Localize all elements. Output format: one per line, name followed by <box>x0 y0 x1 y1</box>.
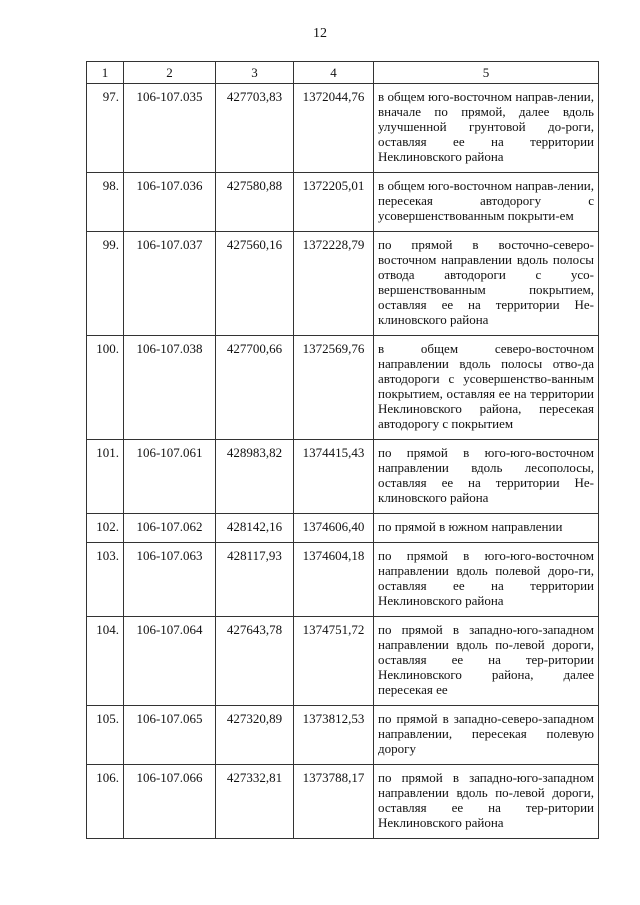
coordinate-y: 1372044,76 <box>294 84 374 173</box>
header-row <box>87 62 599 84</box>
row-number: 105. <box>87 706 124 765</box>
point-code: 106-107.035 <box>124 84 216 173</box>
row-number: 106. <box>87 765 124 839</box>
boundary-description: по прямой в западно-юго-западном направлении вдоль по-левой дороги, оставляя ее на тер-ритории Неклиновского района, далее пересекая ее <box>374 617 599 706</box>
point-code: 106-107.037 <box>124 232 216 336</box>
table-row <box>87 765 599 839</box>
row-number: 104. <box>87 617 124 706</box>
boundary-description: в общем северо-восточном направлении вдоль полосы отво-да автодороги с усовершенство-ванным покрытием, оставляя ее на территории Неклиновского района, пересекая автодорогу с покрытием <box>374 336 599 440</box>
point-code: 106-107.065 <box>124 706 216 765</box>
coordinate-y: 1372228,79 <box>294 232 374 336</box>
boundary-description: в общем юго-восточном направ-лении, вначале по прямой, далее вдоль улучшенной грунтовой до-роги, оставляя ее на территории Неклиновского района <box>374 84 599 173</box>
table-row <box>87 543 599 617</box>
page-number: 12 <box>313 26 327 41</box>
row-number: 99. <box>87 232 124 336</box>
row-number: 103. <box>87 543 124 617</box>
coordinate-x: 427560,16 <box>216 232 294 336</box>
coordinate-x: 428142,16 <box>216 514 294 543</box>
point-code: 106-107.036 <box>124 173 216 232</box>
coordinate-x: 427703,83 <box>216 84 294 173</box>
table-row <box>87 173 599 232</box>
boundary-description: по прямой в восточно-северо-восточном направлении вдоль полосы отвода автодороги с усо-вершенствованным покрытием, оставляя ее на территории Не-клиновского района <box>374 232 599 336</box>
row-number: 97. <box>87 84 124 173</box>
column-header-1: 1 <box>87 62 124 84</box>
coordinate-y: 1373812,53 <box>294 706 374 765</box>
point-code: 106-107.038 <box>124 336 216 440</box>
coordinate-y: 1373788,17 <box>294 765 374 839</box>
point-code: 106-107.062 <box>124 514 216 543</box>
table-row <box>87 440 599 514</box>
table-row <box>87 514 599 543</box>
point-code: 106-107.063 <box>124 543 216 617</box>
boundary-description: по прямой в юго-юго-восточном направлении вдоль полевой доро-ги, оставляя ее на территории Неклиновского района <box>374 543 599 617</box>
column-header-5: 5 <box>374 62 599 84</box>
coordinate-y: 1374415,43 <box>294 440 374 514</box>
table-row <box>87 617 599 706</box>
boundary-description: по прямой в юго-юго-восточном направлении вдоль лесополосы, оставляя ее на территории Не-клиновского района <box>374 440 599 514</box>
column-header-2: 2 <box>124 62 216 84</box>
table-row <box>87 336 599 440</box>
boundary-description: по прямой в южном направлении <box>374 514 599 543</box>
coordinate-y: 1372205,01 <box>294 173 374 232</box>
column-header-4: 4 <box>294 62 374 84</box>
table-row <box>87 706 599 765</box>
boundary-description: в общем юго-восточном направ-лении, пересекая автодорогу с усовершенствованным покрыти-ем <box>374 173 599 232</box>
coordinate-y: 1374604,18 <box>294 543 374 617</box>
boundary-table <box>86 61 599 839</box>
row-number: 98. <box>87 173 124 232</box>
boundary-description: по прямой в западно-северо-западном направлении, пересекая полевую дорогу <box>374 706 599 765</box>
coordinate-y: 1372569,76 <box>294 336 374 440</box>
coordinate-x: 428117,93 <box>216 543 294 617</box>
coordinate-x: 427700,66 <box>216 336 294 440</box>
coordinate-x: 427580,88 <box>216 173 294 232</box>
table-body <box>87 84 599 839</box>
point-code: 106-107.066 <box>124 765 216 839</box>
boundary-description: по прямой в западно-юго-западном направлении вдоль по-левой дороги, оставляя ее на тер-ритории Неклиновского района <box>374 765 599 839</box>
table-row <box>87 84 599 173</box>
point-code: 106-107.061 <box>124 440 216 514</box>
coordinate-x: 427320,89 <box>216 706 294 765</box>
column-header-3: 3 <box>216 62 294 84</box>
coordinate-y: 1374751,72 <box>294 617 374 706</box>
coordinate-x: 427643,78 <box>216 617 294 706</box>
coordinate-x: 428983,82 <box>216 440 294 514</box>
table-row <box>87 232 599 336</box>
row-number: 101. <box>87 440 124 514</box>
row-number: 102. <box>87 514 124 543</box>
row-number: 100. <box>87 336 124 440</box>
coordinate-y: 1374606,40 <box>294 514 374 543</box>
coordinate-x: 427332,81 <box>216 765 294 839</box>
point-code: 106-107.064 <box>124 617 216 706</box>
table-header <box>87 62 599 84</box>
